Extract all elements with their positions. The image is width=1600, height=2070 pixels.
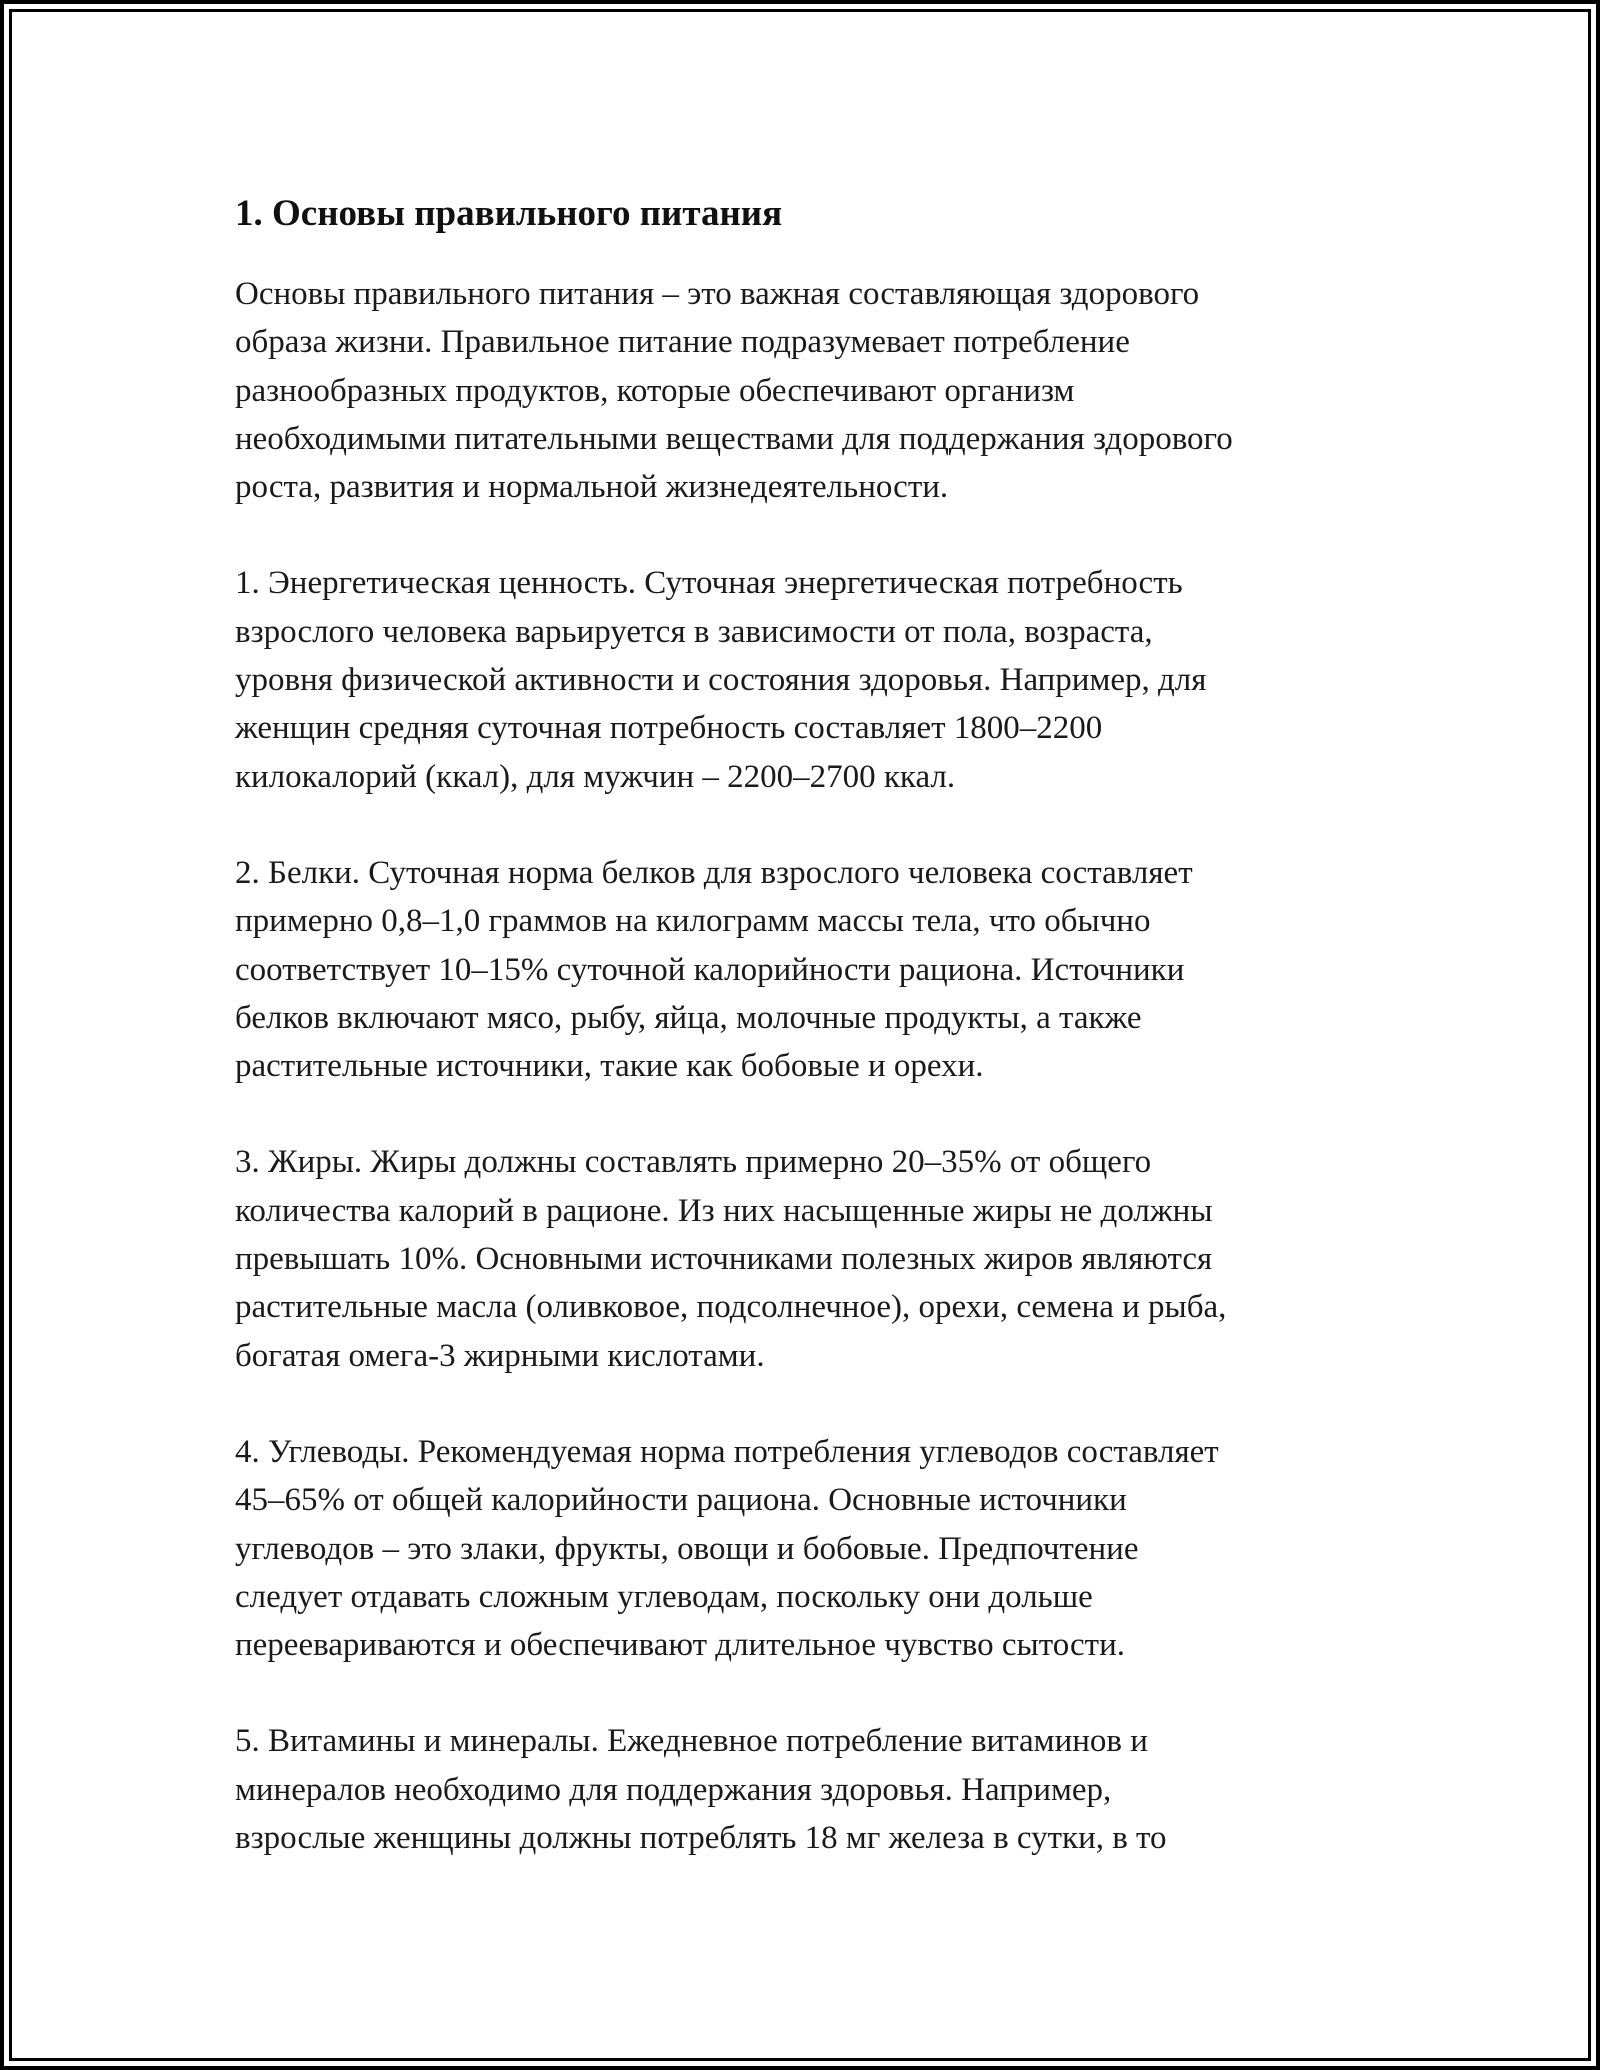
section-heading: 1. Основы правильного питания — [235, 193, 783, 234]
document-body — [235, 182, 1385, 1910]
paragraph-proteins: 2. Белки. Суточная норма белков для взрослого человека составляет примерно 0,8–1,0 граммов на килограмм массы тела, что обычно соответствует 10–15% суточной калорийности рациона. Источники белков включают мясо, рыбу, яйца, молочные продукты, а также растительные источники, такие как бобовые и орехи. — [235, 854, 1193, 1085]
paragraph-fats: 3. Жиры. Жиры должны составлять примерно 20–35% от общего количества калорий в рационе. Из них насыщенные жиры не должны превышать 10%. Основными источниками полезных жиров являются растительные масла (оливковое, подсолнечное), орехи, семена и рыба, богатая омега-3 жирными кислотами. — [235, 1144, 1227, 1374]
paragraph-energy-value: 1. Энергетическая ценность. Суточная энергетическая потребность взрослого человека варьируется в зависимости от пола, возраста, уровня физической активности и состояния здоровья. Например, для женщин средняя суточная потребность составляет 1800–2200 килокалорий (ккал), для мужчин – 2200–2700 ккал. — [235, 565, 1207, 795]
paragraph-intro: Основы правильного питания – это важная составляющая здорового образа жизни. Правильное питание подразумевает потребление разнообразных продуктов, которые обеспечивают организм необходимыми питательными веществами для поддержания здорового роста, развития и нормальной жизнедеятельности. — [235, 276, 1233, 506]
paragraph-vitamins-minerals: 5. Витамины и минералы. Ежедневное потребление витаминов и минералов необходимо для поддержания здоровья. Например, взрослые женщины должны потреблять 18 мг железа в сутки, в то — [235, 1723, 1167, 1857]
paragraph-carbohydrates: 4. Углеводы. Рекомендуемая норма потребления углеводов составляет 45–65% от общей калорийности рациона. Основные источники углеводов – это злаки, фрукты, овощи и бобовые. Предпочтение следует отдавать сложным углеводам, поскольку они дольше переевариваются и обеспечивают длительное чувство сытости. — [235, 1433, 1219, 1664]
